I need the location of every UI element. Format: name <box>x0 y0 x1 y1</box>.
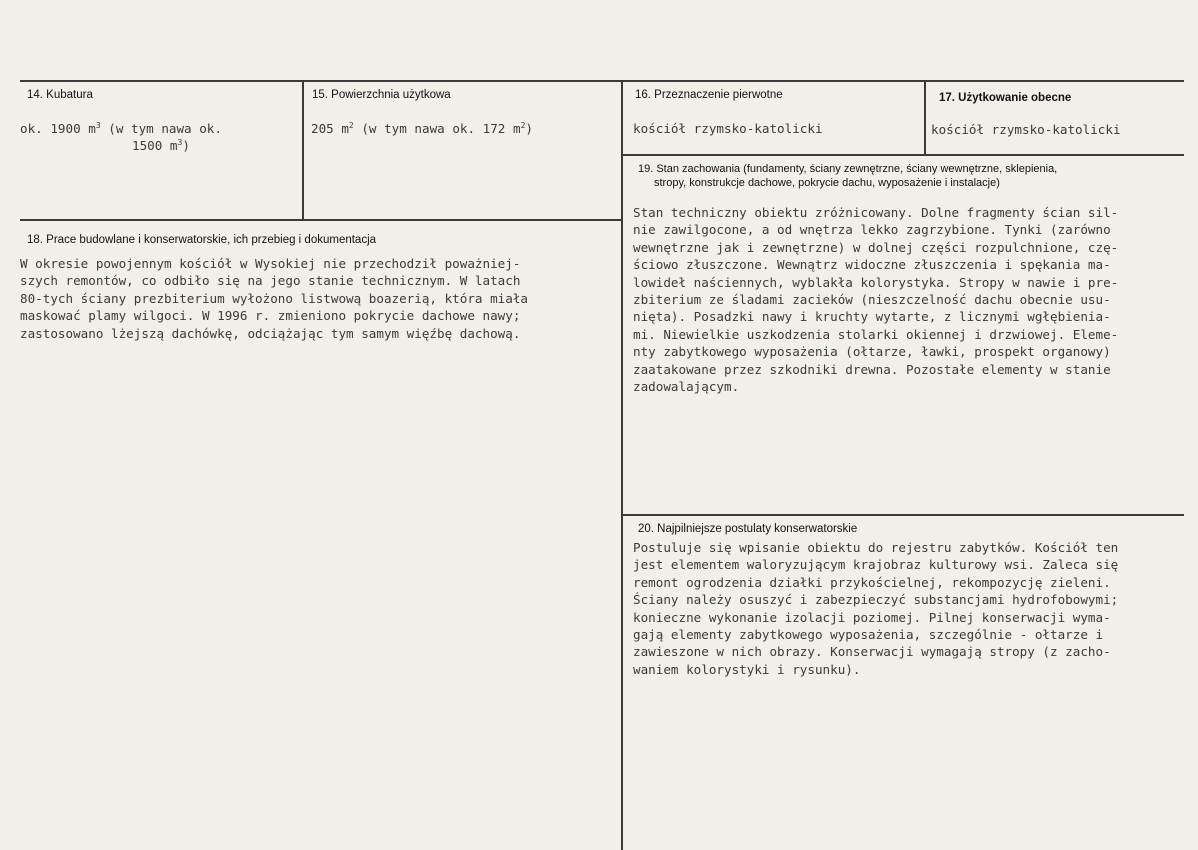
divider-19-top <box>623 154 1184 156</box>
field-19-line: wewnętrzne jak i zewnętrzne) w dolnej części rozpulchnione, czę- <box>633 239 1119 255</box>
field-19-line: mi. Niewielkie uszkodzenia stolarki okiennej i drzwiowej. Eleme- <box>633 326 1119 342</box>
field-16-label: 16. Przeznaczenie pierwotne <box>635 89 783 101</box>
field-19-line: nty zabytkowego wyposażenia (ołtarze, ławki, prospekt organowy) <box>633 344 1111 360</box>
field-19-line: Stan techniczny obiektu zróżnicowany. Dolne fragmenty ścian sil- <box>633 205 1119 220</box>
field-18-text <box>20 255 528 342</box>
field-20-line: zawieszone w nich obrazy. Konserwacji wymagają stropy (z zacho- <box>633 644 1111 660</box>
field-20-label: 20. Najpilniejsze postulaty konserwatorskie <box>638 523 858 535</box>
field-19-line: zadowalającym. <box>633 379 740 395</box>
field-19-label: 19. Stan zachowania (fundamenty, ściany zewnętrzne, ściany wewnętrzne, sklepienia, stropy, konstrukcje dachowe, pokrycie dachu, wyposażenie i instalacje) <box>638 163 1058 189</box>
divider-16-17 <box>924 80 926 155</box>
field-17-label: 17. Użytkowanie obecne <box>939 92 1072 104</box>
field-20-line: remont ogrodzenia działki przykościelnej, rekompozycję zieleni. <box>633 574 1111 590</box>
field-20-line: jest elementem waloryzującym krajobraz kulturowy wsi. Zaleca się <box>633 557 1119 573</box>
field-16-value: kościół rzymsko-katolicki <box>633 121 823 136</box>
field-17-value: kościół rzymsko-katolicki <box>931 122 1121 137</box>
field-19-line: ściowo złuszczone. Wewnątrz widoczne złuszczenia i spękania ma- <box>633 257 1111 273</box>
field-18-line: 80-tych ściany prezbiterium wyłożono listwową boazerią, która miała <box>20 290 528 306</box>
field-20-line: Ściany należy osuszyć i zabezpieczyć substancjami hydrofobowymi; <box>633 592 1119 608</box>
field-18-line: maskować plamy wilgoci. W 1996 r. zmieniono pokrycie dachowe nawy; <box>20 308 521 324</box>
field-19-line: nięta). Posadzki nawy i kruchty wytarte, z licznymi wgłębienia- <box>633 309 1111 325</box>
field-19-line: nie zawilgocone, a od wnętrza lekko zagrzybione. Tynki (zarówno <box>633 222 1111 238</box>
field-14-label: 14. Kubatura <box>27 89 93 101</box>
field-19-line: zaatakowane przez szkodniki drewna. Pozostałe elementy w stanie <box>633 361 1111 377</box>
field-18-line: W okresie powojennym kościół w Wysokiej nie przechodził poważniej- <box>20 256 521 271</box>
field-20-line: gają elementy zabytkowego wyposażenia, szczególnie - ołtarze i <box>633 627 1104 643</box>
divider-14-15 <box>302 80 304 220</box>
field-15-value: 205 $m^2$ (w tym nawa ok. 172 $m^2$) <box>311 120 533 136</box>
field-19-text <box>633 204 1118 395</box>
top-border-line <box>20 80 1184 82</box>
field-18-line: zastosowano lżejszą dachówkę, odciążając tym samym więźbę dachową. <box>20 325 521 341</box>
field-20-line: Postuluje się wpisanie obiektu do rejestru zabytków. Kościół ten <box>633 540 1119 555</box>
field-18-label: 18. Prace budowlane i konserwatorskie, ich przebieg i dokumentacja <box>27 234 377 246</box>
field-14-value: ok. 1900 $m^3$ (w tym nawa ok. 1500 $m^3$) <box>20 120 222 154</box>
field-19-line: lowideł naściennych, wyblakła kolorystyka. Stropy w nawie i pre- <box>633 274 1119 290</box>
field-20-text <box>633 539 1118 678</box>
divider-left-right <box>621 80 623 850</box>
field-18-line: szych remontów, co odbiło się na jego stanie technicznym. W latach <box>20 273 521 289</box>
divider-18-top <box>20 219 623 221</box>
field-15-label: 15. Powierzchnia użytkowa <box>312 89 451 101</box>
field-19-line: zbiterium ze śladami zacieków (nieszczelność dachu obecnie usu- <box>633 292 1111 308</box>
divider-20-top <box>623 514 1184 516</box>
field-20-line: konieczne wykonanie izolacji poziomej. Pilnej konserwacji wyma- <box>633 609 1111 625</box>
field-20-line: waniem kolorystyki i rysunku). <box>633 661 861 677</box>
